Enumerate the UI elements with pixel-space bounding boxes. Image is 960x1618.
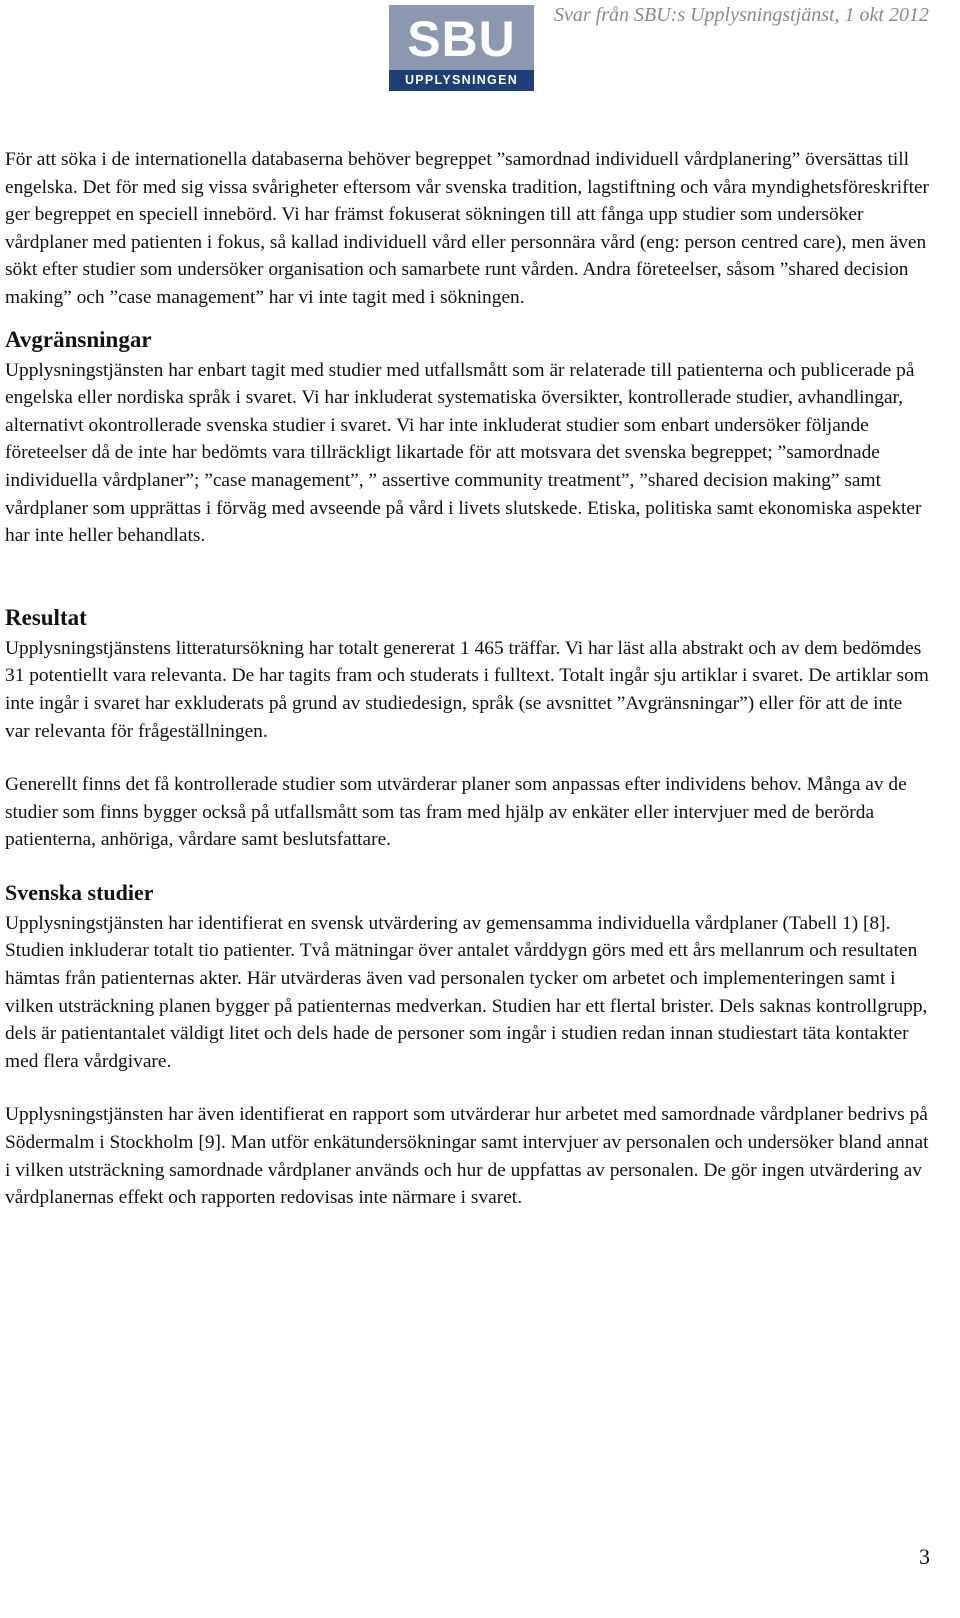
- logo-main-text: SBU: [407, 11, 516, 67]
- avgransningar-paragraph: Upplysningstjänsten har enbart tagit med studier med utfallsmått som är relaterade till patienterna och publicerade på engelska eller nordiska språk i svaret. Vi har inkluderat systematiska översikter, kontrollerade studier, avhandlingar, alternativt okontrollerade svenska studier i svaret. Vi har inte inkluderat studier som enbart undersöker följande företeelser då de inte har bedömts vara tillräckligt likartade för att motsvara det svenska begreppet; ”samordnade individuella vårdplaner”; ”case management”, ” assertive community treatment”, ”shared decision making” samt vårdplaner som upprättas i förväg med avseende på vård i livets slutskede. Etiska, politiska samt ekonomiska aspekter har inte heller behandlats.: [5, 359, 922, 547]
- sbu-logo: [389, 5, 534, 91]
- resultat-paragraph-1: Upplysningstjänstens litteratursökning har totalt genererat 1 465 träffar. Vi har läst alla abstrakt och av dem bedömdes 31 potentiellt vara relevanta. De har tagits fram och studerats i fulltext. Totalt ingår sju artiklar i svaret. De artiklar som inte ingår i svaret har exkluderats på grund av studiedesign, språk (se avsnittet ”Avgränsningar”) eller för att de inte var relevanta för frågeställningen.: [5, 637, 929, 742]
- svenska-studier-paragraph-1: Upplysningstjänsten har identifierat en svensk utvärdering av gemensamma individuella vårdplaner (Tabell 1) [8]. Studien inkluderar totalt tio patienter. Två mätningar över antalet vårddygn görs med ett års mellanrum och resultaten hämtas från patienternas akter. Här utvärderas även vad personalen tycker om arbetet och implementeringen samt i vilken utsträckning planen bygger på patienternas medverkan. Studien har ett flertal brister. Dels saknas kontrollgrupp, dels är patientantalet väldigt litet och dels hade de personer som ingår i studien redan innan studiestart täta kontakter med flera vårdgivare.: [5, 912, 928, 1072]
- document-body: [5, 146, 930, 1212]
- resultat-paragraph-2: Generellt finns det få kontrollerade studier som utvärderar planer som anpassas efter individens behov. Många av de studier som finns bygger också på utfallsmått som tas fram med hjälp av enkäter eller intervjuer med de berörda patienterna, anhöriga, vårdare samt beslutsfattare.: [5, 774, 907, 851]
- intro-paragraph: För att söka i de internationella databaserna behöver begreppet ”samordnad individuell vårdplanering” översättas till engelska. Det för med sig vissa svårigheter eftersom vår svenska tradition, lagstiftning och våra myndighetsföreskrifter ger begreppet en speciell innebörd. Vi har främst fokuserat sökningen till att fånga upp studier som undersöker vårdplaner med patienten i fokus, så kallad individuell vård eller personnära vård (eng: person centred care), men även sökt efter studier som undersöker organisation och samarbete runt vården. Andra företeelser, såsom ”shared decision making” och ”case management” har vi inte tagit med i sökningen.: [5, 149, 930, 308]
- running-header: Svar från SBU:s Upplysningstjänst, 1 okt 2012: [554, 4, 929, 26]
- heading-resultat: Resultat: [5, 604, 87, 630]
- page-number: 3: [919, 1544, 930, 1569]
- heading-svenska-studier: Svenska studier: [5, 879, 154, 905]
- logo-sub-text: UPPLYSNINGEN: [389, 70, 534, 91]
- heading-avgransningar: Avgränsningar: [5, 326, 152, 352]
- svenska-studier-paragraph-2: Upplysningstjänsten har även identifierat en rapport som utvärderar hur arbetet med samordnade vårdplaner bedrivs på Södermalm i Stockholm [9]. Man utför enkätundersökningar samt intervjuer av personalen och undersöker bland annat i vilken utsträckning samordnade vårdplaner används och hur de uppfattas av personalen. De gör ingen utvärdering av vårdplanernas effekt och rapporten redovisas inte närmare i svaret.: [5, 1104, 929, 1209]
